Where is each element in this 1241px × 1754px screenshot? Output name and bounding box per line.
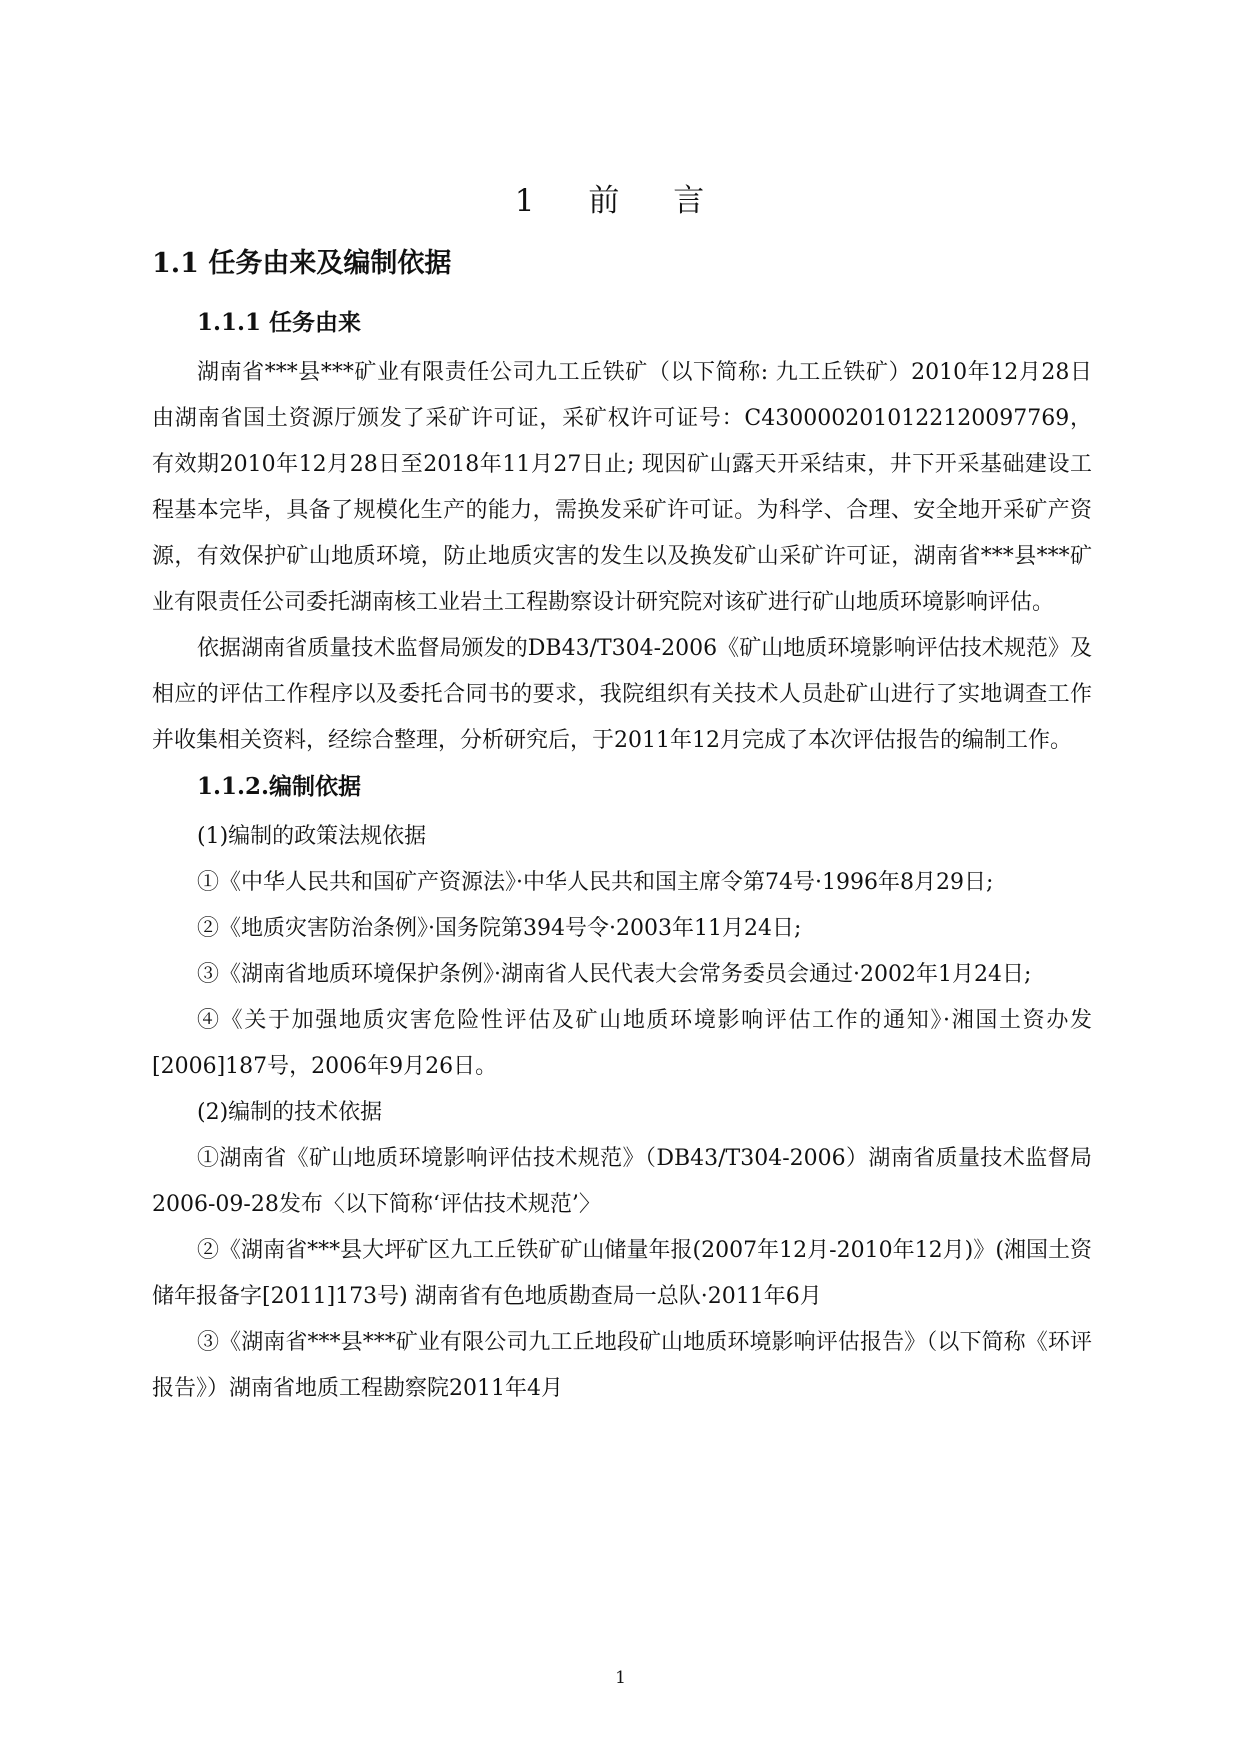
list-item: ①《中华人民共和国矿产资源法》·中华人民共和国主席令第74号·1996年8月29日; [197, 870, 994, 895]
chapter-title: 1 前 言 [514, 183, 727, 219]
list-item: ③《湖南省***县***矿业有限公司九工丘地段矿山地质环境影响评估报告》（以下简称《环评报告》）湖南省地质工程勘察院2011年4月 [152, 1330, 1092, 1401]
list-item: ①湖南省《矿山地质环境影响评估技术规范》（DB43/T304-2006）湖南省质量技术监督局2006-09-28发布〈以下简称‘评估技术规范’〉 [152, 1146, 1092, 1217]
list-item: ②《地质灾害防治条例》·国务院第394号令·2003年11月24日; [197, 916, 802, 941]
list-item: ④《关于加强地质灾害危险性评估及矿山地质环境影响评估工作的通知》·湘国土资办发[2006]187号，2006年9月26日。 [152, 1008, 1092, 1079]
subsection-heading: 1.1.1 任务由来 [197, 309, 362, 336]
paragraph: (1)编制的政策法规依据 [197, 824, 427, 849]
section-heading: 1.1 任务由来及编制依据 [152, 248, 452, 279]
paragraph: (2)编制的技术依据 [197, 1100, 383, 1125]
paragraph: 依据湖南省质量技术监督局颁发的DB43/T304-2006《矿山地质环境影响评估技术规范》及相应的评估工作程序以及委托合同书的要求，我院组织有关技术人员赴矿山进行了实地调查工作并收集相关资料，经综合整理，分析研究后，于2011年12月完成了本次评估报告的编制工作。 [152, 636, 1092, 753]
list-item: ③《湖南省地质环境保护条例》·湖南省人民代表大会常务委员会通过·2002年1月24日; [197, 962, 1032, 987]
page-number: 1 [615, 1668, 626, 1688]
paragraph: 湖南省***县***矿业有限责任公司九工丘铁矿（以下简称: 九工丘铁矿）2010年12月28日由湖南省国土资源厅颁发了采矿许可证，采矿权许可证号：C4300002010122120097769，有效期2010年12月28日至2018年11月27日止; 现因矿山露天开采结束，井下开采基础建设工程基本完毕，具备了规模化生产的能力，需换发采矿许可证。为科学、合理、安全地开采矿产资源，有效保护矿山地质环境，防止地质灾害的发生以及换发矿山采矿许可证，湖南省***县***矿业有限责任公司委托湖南核工业岩土工程勘察设计研究院对该矿进行矿山地质环境影响评估。 [152, 360, 1092, 615]
subsection-heading: 1.1.2.编制依据 [197, 773, 362, 800]
list-item: ②《湖南省***县大坪矿区九工丘铁矿矿山储量年报(2007年12月-2010年12月)》(湘国土资储年报备字[2011]173号) 湖南省有色地质勘查局一总队·2011年6月 [152, 1238, 1092, 1309]
page-content [152, 242, 1092, 1412]
